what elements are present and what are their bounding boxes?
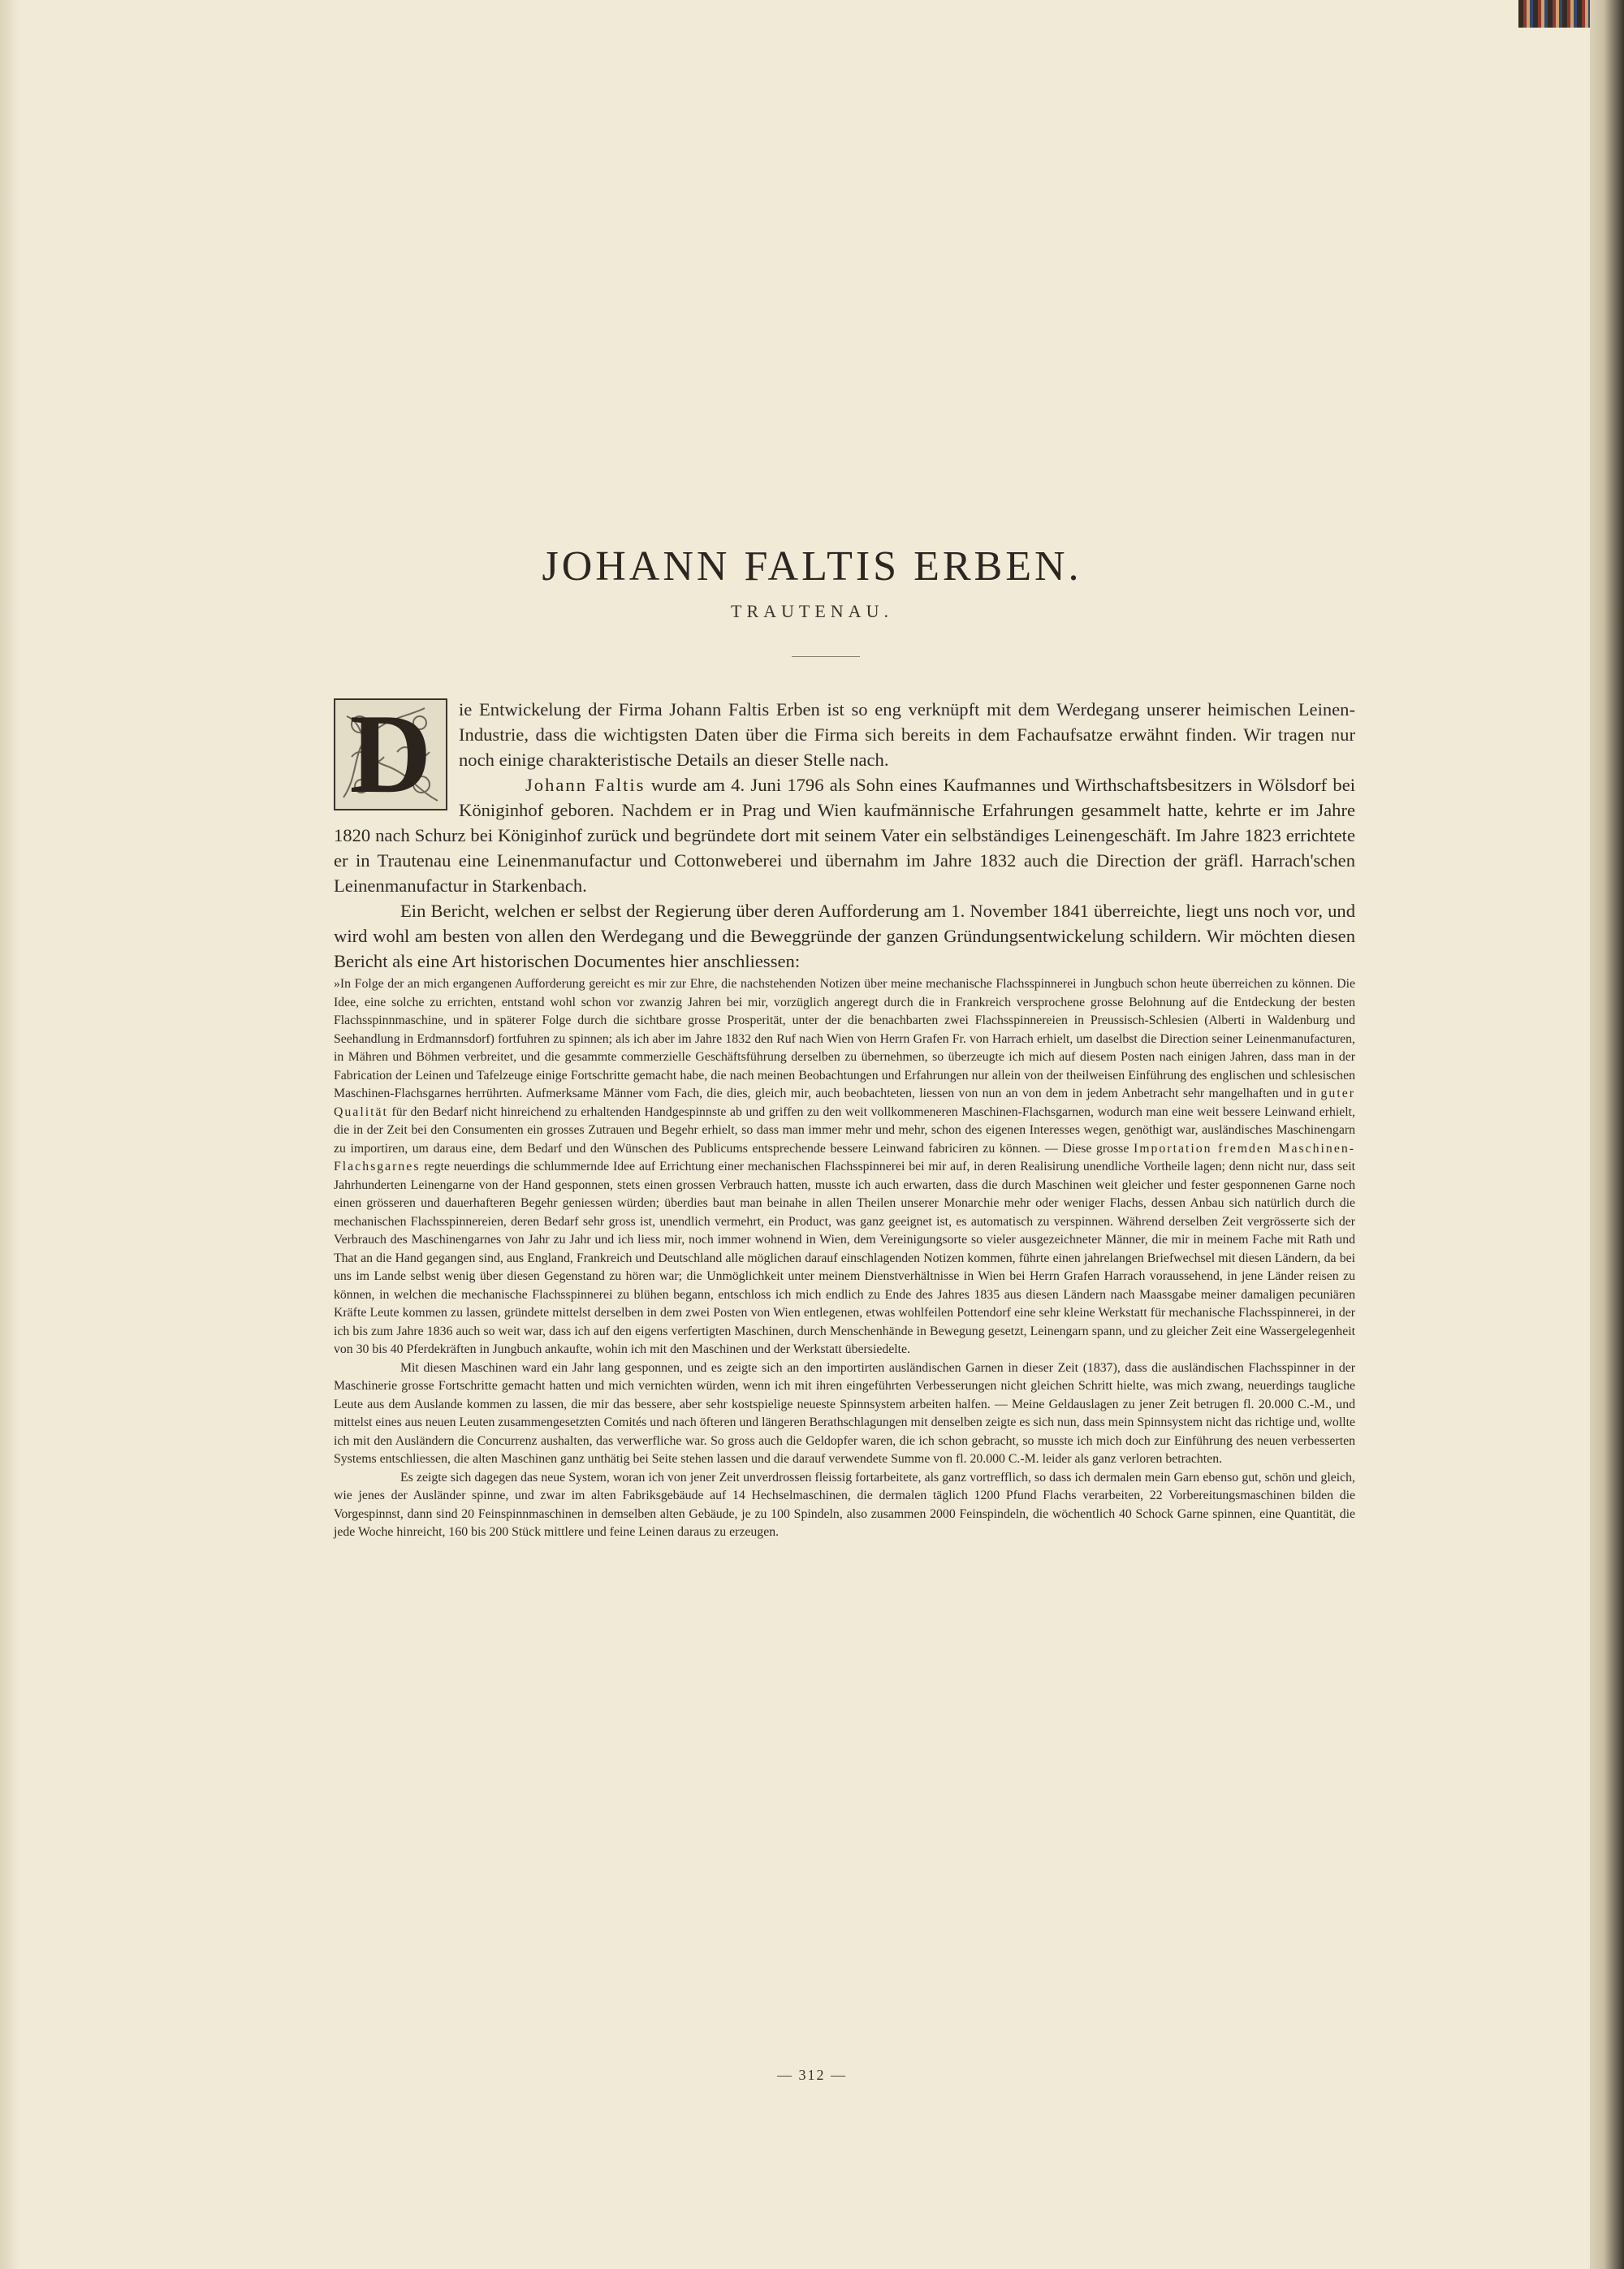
emphasis-importation: Importation fremden Maschinen-Flachsgarnes <box>334 1141 1355 1173</box>
report-paragraph-2: Mit diesen Maschinen ward ein Jahr lang gesponnen, und es zeigte sich an den importirten ausländischen Garnen in dieser Zeit (1837), dass die ausländischen Flachsspinner in der Maschinerie grosse Fortschritte gemacht hatten und mich vernichten würden, wenn ich mit ihren eingeführten Verbesserungen nicht gleichen Schritt hielte, was mich zwang, neuerdings taugliche Leute aus dem Auslande kommen zu lassen, die mir das bessere, aber sehr kostspielige neueste Spinnsystem arbeiten halfen. — Meine Geldauslagen zu jener Zeit betrugen fl. 20.000 C.-M., und mittelst eines aus neuen Leuten zusammengesetzten Comités und nach öfteren und längeren Berathschlagungen mit denselben zeigte es sich nun, dass mein Spinnsystem nicht das richtige und, wollte ich mit den Ausländern die Concurrenz aushalten, das verwerfliche war. So gross auch die Geldopfer waren, die ich schon gebracht, so musste ich mich doch zur Einführung des neuen verbesserten Systems entschliessen, die alten Maschinen ganz unthätig bei Seite stehen lassen und die darauf verwendete Summe von fl. 20.000 C.-M. leider als ganz verloren betrachten. <box>334 1360 1355 1466</box>
page-title: JOHANN FALTIS ERBEN. <box>542 543 1082 590</box>
ornamental-initial <box>334 691 447 817</box>
intro-paragraph-3: Ein Bericht, welchen er selbst der Regierung über deren Aufforderung am 1. November 1841 überreichte, liegt uns noch vor, und wird wohl am besten von allen den Werdegang und die Beweggründe der ganzen Gründungsentwickelung schildern. Wir möchten diesen Bericht als eine Art historischen Documentes hier anschliessen: <box>334 901 1355 971</box>
report-paragraph-1 <box>334 975 1355 1359</box>
title-divider <box>792 656 860 657</box>
page-number: — 312 — <box>777 2067 847 2083</box>
intro-paragraph-2 <box>334 772 1355 898</box>
page-edge <box>1590 0 1624 2269</box>
intro-section <box>334 691 1356 974</box>
report-paragraph-3: Es zeigte sich dagegen das neue System, woran ich von jener Zeit unverdrossen fleissig fortarbeitete, als ganz vortrefflich, so dass ich dermalen mein Garn ebenso gut, schön und gleich, wie jenes der Ausländer spinne, und zwar im alten Fabriksgebäude auf 14 Hechselmaschinen, die dermalen täglich 1200 Pfund Flachs verarbeiten, 22 Vorbereitungsmaschinen bilden die Vorgespinnst, dann sind 20 Feinspinnmaschinen in demselben alten Gebäude, je zu 100 Spindeln, also zusammen 2000 Feinspindeln, die wöchentlich 40 Schock Garne spinnen, eine Quantität, die jede Woche hinreicht, 160 bis 200 Stück mittlere und feine Leinen daraus zu erzeugen. <box>334 1470 1355 1539</box>
page-fold-shadow <box>0 0 19 2269</box>
report-paragraph-1-part-a: »In Folge der an mich ergangenen Aufforderung gereicht es mir zur Ehre, die nachstehenden Notizen über meine mechanische Flachsspinnerei in Jungbuch schon heute überreichen zu können. Die Idee, eine solche zu errichten, entstand wohl schon vor zwanzig Jahren bei mir, vorzüglich angeregt durch die in Frankreich versprochene grosse Belohnung auf die Entdeckung der besten Flachsspinnmaschine, und in späterer Folge durch die sichtbare grosse Prosperität, unter der die benachbarten zwei Flachsspinnereien in Preussisch-Schlesien (Alberti in Waldenburg und Seehandlung in Erdmannsdorf) fortfuhren zu spinnen; als ich aber im Jahre 1832 den Ruf nach Wien von Herrn Grafen Fr. von Harrach erhielt, um daselbst die Direction seiner Leinenmanufacturen, in Mähren und Böhmen verbreitet, und die gesammte commerzielle Geschäftsführung derselben zu übernehmen, so überzeugte ich mich auf diesem Posten nach einigen Jahren, dass man in der Fabrication der Leinen und Tafelzeuge einige Fortschritte gemacht habe, die nach meinen Beobachtungen und Erfahrungen nur allein von der theilweisen Einführung des englischen und schlesischen Maschinen-Flachsgarnes herrührten. Aufmerksame Männer vom Fach, die dies, gleich mir, auch beobachteten, liessen von nun an von dem in jedem Anbetracht sehr mangelhaften und in <box>334 977 1355 1100</box>
report-paragraph-1-part-c: regte neuerdings die schlummernde Idee auf Errichtung einer mechanischen Flachsspinnerei bei mir auf, in deren Realisirung unendliche Vortheile lagen; denn nicht nur, dass seit Jahrhunderten Leinengarne von der Hand gesponnen, stets einen grossen Verbrauch hatten, musste ich auch erwarten, dass die durch Maschinen weit gleicher und fester gesponnenen Garne noch einen grösseren und dauerhafteren Begehr geniessen würden; überdies baut man beinahe in allen Theilen unserer Monarchie mehr oder weniger Flachs, dessen Anbau sich natürlich durch die mechanischen Flachsspinnereien, deren Bedarf sehr gross ist, unendlich vermehrt, ein Product, was ganz geeignet ist, es automatisch zu verspinnen. Während derselben Zeit vergrösserte sich der Verbrauch des Maschinengarnes von Jahr zu Jahr und ich liess mir, noch immer wohnend in Wien, dem Vereinigungsorte so vieler ausgezeichneter Männer, die mir in meinem Fache mit Rath und That an die Hand gegangen sind, aus England, Frankreich und Deutschland alle möglichen darauf einschlagenden Notizen kommen, führte einen jahrelangen Briefwechsel mit diesen Ländern, da bei uns im Lande selbst wenig über diesen Gegenstand zu hören war; die Unmöglichkeit unter meinem Dienstverhältnisse in Wien bei Herrn Grafen Harrach voraussehend, in jene Länder reisen zu können, in welchen die mechanische Flachsspinnerei zu blühen begann, entschloss ich mich endlich zu Ende des Jahres 1835 aus diesen Ländern nach Maassgabe meiner damaligen pecuniären Kräfte Leute kommen zu lassen, gründete mittelst derselben in dem zwei Posten von Wien entlegenen, etwas wohlfeilen Pottendorf eine sehr kleine Werkstatt für mechanische Flachsspinnerei, in der ich bis zum Jahre 1836 auch so weit war, dass ich auf den eigens verfertigten Maschinen, durch Menschenhände in Bewegung gesetzt, Leinengarn spann, und zu gleicher Zeit eine Wassergelegenheit von 30 bis 40 Pferdekräften in Jungbuch ankaufte, wohin ich mit den Maschinen und der Werkstatt übersiedelte. <box>334 1160 1355 1356</box>
report-paragraph-1-part-b: für den Bedarf nicht hinreichend zu erhaltenden Handgespinnste ab und griffen zu den weit vollkommeneren Maschinen-Flachsgarnen, wodurch man eine weit bessere Leinwand erhielt, die in der Zeit bei den Consumenten ein grosses Zutrauen und Begehr erhielt, so dass man immer mehr und mehr, schon des eigenen Interesses wegen, genöthigt war, ausländisches Maschinengarn zu importiren, um daraus eine, dem Bedarf und den Wünschen des Publicums entsprechende bessere Leinwand fabriciren zu können. — Diese grosse <box>334 1104 1355 1156</box>
founder-name: Johann Faltis <box>525 775 646 795</box>
emphasis-quality: guter Qualität <box>334 1087 1355 1119</box>
color-calibration-strip <box>1518 0 1590 28</box>
intro-paragraph-2-text: wurde am 4. Juni 1796 als Sohn eines Kaufmannes und Wirthschaftsbesitzers in Wölsdorf bei Königinhof geboren. Nachdem er in Prag und Wien kaufmännische Erfahrungen gesammelt hatte, kehrte er im Jahre 1820 nach Schurz bei Königinhof zurück und begründete dort mit seinem Vater ein selbständiges Leinengeschäft. Im Jahre 1823 errichtete er in Trautenau eine Leinenmanufactur und Cottonweberei und übernahm im Jahre 1832 auch die Direction der gräfl. Harrach'schen Leinenmanufactur in Starkenbach. <box>334 775 1356 896</box>
report-quote <box>334 975 1355 1542</box>
dropcap-letter: D <box>349 691 432 817</box>
intro-paragraph-1: ie Entwickelung der Firma Johann Faltis Erben ist so eng verknüpft mit dem Werdegang unserer heimischen Leinen-Industrie, dass die wichtigsten Daten über die Firma sich bereits in dem Fachaufsatze erwähnt finden. Wir tragen nur noch einige charakteristische Details an dieser Stelle nach. <box>459 699 1355 770</box>
page-subtitle: TRAUTENAU. <box>731 601 893 621</box>
article-body <box>334 691 1356 1542</box>
